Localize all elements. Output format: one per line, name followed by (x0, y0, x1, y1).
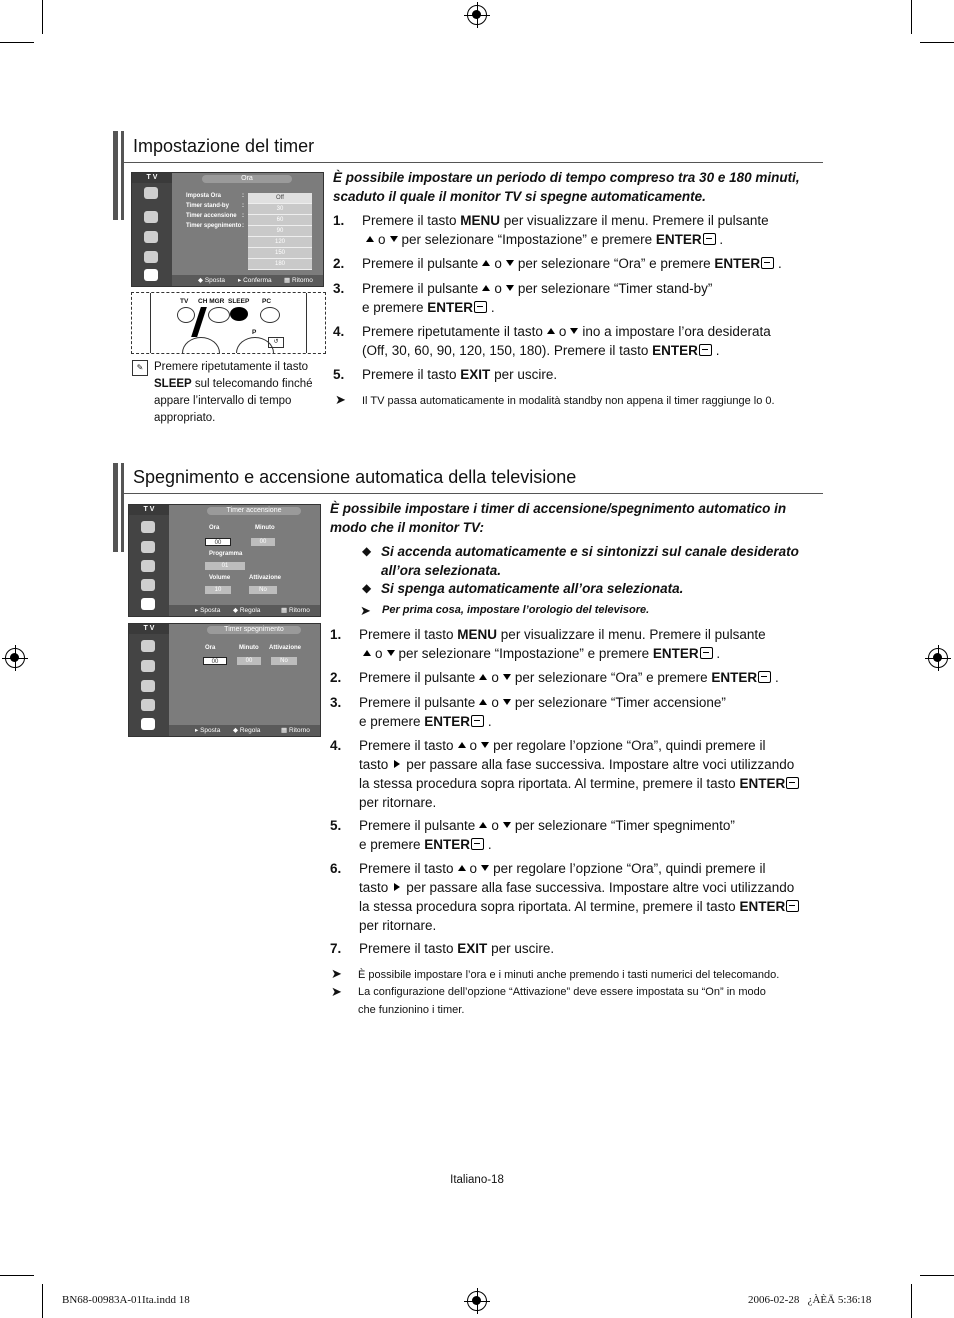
osd-picture-icon (141, 640, 155, 652)
step-item (330, 736, 820, 812)
note-arrow-icon: ➤ (335, 392, 346, 407)
enter-icon (699, 344, 712, 356)
osd-footer-adjust: Regola (239, 607, 261, 614)
osd-channel-icon (144, 231, 158, 243)
step-text: Premere il pulsante (359, 670, 476, 685)
step-number: 1. (333, 213, 345, 228)
step-text: per visualizzare il menu. Premere il pulsante (497, 627, 766, 642)
right-arrow-icon (394, 883, 400, 891)
step-text: o (378, 232, 386, 247)
step-number: 7. (330, 941, 342, 956)
osd-input-icon (144, 251, 158, 263)
osd-footer-move: Sposta (204, 277, 226, 284)
step-item (333, 254, 823, 274)
osd-footer-return: Ritorno (291, 277, 313, 284)
step-text: Premere il tasto (359, 738, 454, 753)
osd-label: Timer spegnimento (186, 223, 242, 229)
side-note-text: sul telecomando finché appare l’intervallo di tempo appropriato. (154, 378, 313, 424)
step-text: la stessa procedura sopra riportata. Al termine, premere il tasto (359, 776, 740, 791)
step-key: ENTER (739, 899, 786, 914)
step-text: o (494, 281, 502, 296)
step-text: . (490, 300, 495, 315)
step-key: EXIT (460, 367, 491, 382)
page-number: Italiano-18 (450, 1174, 504, 1186)
enter-icon (700, 647, 713, 659)
up-arrow-icon (458, 865, 466, 871)
step-text: la stessa procedura sopra riportata. Al termine, premere il tasto (359, 899, 740, 914)
step-number: 4. (330, 738, 342, 753)
crop-mark (911, 0, 912, 34)
remote-prech-icon: ↺ (268, 337, 284, 348)
enter-icon (471, 838, 484, 850)
step-text: . (774, 670, 779, 685)
up-arrow-icon (479, 822, 487, 828)
step-text: per selezionare “Impostazione” e premere (401, 232, 656, 247)
section-bar (121, 131, 124, 220)
step-number: 2. (333, 256, 345, 271)
step-key: ENTER (739, 776, 786, 791)
enter-icon (758, 671, 771, 683)
step-text: Premere il pulsante (362, 256, 479, 271)
osd-tv-label: T V (129, 505, 169, 515)
osd-option: 90 (248, 226, 312, 237)
down-arrow-icon (503, 699, 511, 705)
section-bar (113, 131, 118, 220)
step-text: Premere il pulsante (362, 281, 479, 296)
step-text: per uscire. (487, 941, 555, 956)
step-text: Premere il tasto (359, 941, 458, 956)
step-text: per uscire. (490, 367, 558, 382)
bullet-diamond-icon: ◆ (362, 581, 372, 595)
step-text: per passare alla fase successiva. Impostare altre voci utilizzando (406, 880, 795, 895)
step-item (330, 693, 820, 731)
section-intro: È possibile impostare un periodo di tempo compreso tra 30 e 180 minuti, scaduto il quale il monitor TV si spegne automaticamente. (333, 170, 800, 204)
up-arrow-icon (482, 260, 490, 266)
section-rule (124, 493, 823, 494)
step-item (330, 939, 820, 959)
step-number: 6. (330, 861, 342, 876)
crop-mark (0, 42, 34, 43)
step-text: tasto (359, 757, 389, 772)
step-key: ENTER (714, 256, 761, 271)
osd-setup-icon (141, 718, 155, 730)
step-text: e premere (359, 714, 425, 729)
step-key: ENTER (424, 837, 471, 852)
remote-vol-button (182, 337, 220, 354)
osd-sidebar (132, 173, 172, 286)
down-arrow-icon (506, 285, 514, 291)
up-arrow-icon (366, 236, 374, 242)
osd-screen-timer-on: T V Timer accensione Ora Minuto 00 00 Programma 01 Volume Attivazione 10 No ▸ Sposta ◆ Regola ▦ Ritorno (128, 504, 321, 617)
section-bar (113, 463, 118, 552)
step-text: o (494, 256, 502, 271)
step-number: 5. (333, 367, 345, 382)
osd-option: 120 (248, 237, 312, 248)
down-arrow-icon (481, 742, 489, 748)
osd-activation-field: No (271, 657, 297, 665)
step-key: ENTER (655, 232, 702, 247)
osd-footer-confirm: Conferma (243, 277, 272, 284)
osd-label: Timer accensione (186, 213, 237, 219)
enter-icon (786, 777, 799, 789)
osd-label: Attivazione (249, 575, 282, 581)
step-text: per regolare l’opzione “Ora”, quindi premere il (493, 861, 766, 876)
remote-tv-label: TV (180, 298, 189, 305)
up-arrow-icon (363, 650, 371, 656)
step-text: Premere il tasto (359, 861, 454, 876)
step-text: per selezionare “Ora” e premere (514, 670, 712, 685)
step-text: o (491, 695, 499, 710)
remote-chmgr-label: CH MGR (198, 298, 225, 305)
osd-option: 150 (248, 248, 312, 259)
enter-icon (474, 301, 487, 313)
osd-setup-icon (141, 598, 155, 610)
osd-footer-adjust: Regola (239, 727, 261, 734)
osd-colon: : (242, 203, 244, 209)
step-text: . (487, 837, 492, 852)
osd-picture-icon (141, 521, 155, 533)
osd-tv-label: T V (132, 173, 172, 183)
step-key: MENU (457, 627, 498, 642)
osd-sound-icon (141, 660, 155, 672)
step-text: Premere il tasto (362, 213, 461, 228)
osd-label: Attivazione (269, 645, 302, 651)
down-arrow-icon (506, 260, 514, 266)
step-text: ino a impostare l’ora desiderata (582, 324, 771, 339)
step-text: per selezionare “Timer spegnimento” (514, 818, 735, 833)
osd-colon: : (242, 223, 244, 229)
step-text: per passare alla fase successiva. Impostare altre voci utilizzando (406, 757, 795, 772)
remote-illustration (131, 292, 326, 354)
note-text: Il TV passa automaticamente in modalità standby non appena il timer raggiunge lo 0. (362, 395, 775, 407)
step-text: . (716, 646, 721, 661)
section-rule (124, 162, 823, 163)
note-text: È possibile impostare l’ora e i minuti anche premendo i tasti numerici del telecomando. (358, 969, 780, 981)
step-text: per visualizzare il menu. Premere il pulsante (500, 213, 769, 228)
step-text: . (777, 256, 782, 271)
step-text: . (719, 232, 724, 247)
osd-label: Imposta Ora (186, 193, 222, 199)
step-number: 1. (330, 627, 342, 642)
step-key: EXIT (457, 941, 488, 956)
osd-footer-return: Ritorno (288, 607, 310, 614)
osd-screen-ora (131, 172, 324, 287)
print-footer-file: BN68-00983A-01Ita.indd 18 (62, 1294, 190, 1306)
step-text: per ritornare. (359, 918, 437, 933)
osd-picture-icon (144, 187, 158, 199)
enter-icon (471, 715, 484, 727)
osd-footer-return: Ritorno (288, 727, 310, 734)
bullet-text: Si spenga automaticamente all’ora selezionata. (381, 581, 684, 596)
step-text: e premere (359, 837, 425, 852)
osd-title: Ora (202, 175, 292, 183)
note-icon: ✎ (132, 360, 148, 376)
down-arrow-icon (570, 328, 578, 334)
remote-tv-button (177, 307, 195, 323)
down-arrow-icon (390, 236, 398, 242)
side-note-key: SLEEP (154, 378, 192, 390)
step-item (330, 625, 820, 663)
registration-mark-icon (5, 648, 25, 668)
step-text: Premere il tasto (359, 627, 458, 642)
enter-icon (761, 257, 774, 269)
osd-label: Timer stand-by (186, 203, 229, 209)
note-arrow-icon: ➤ (331, 966, 342, 981)
remote-pc-button (260, 307, 280, 323)
osd-option: 180 (248, 259, 312, 270)
step-key: ENTER (652, 343, 698, 358)
osd-label: Minuto (239, 645, 259, 651)
osd-hour-field: 00 (205, 538, 231, 546)
step-text: Premere il tasto (362, 367, 461, 382)
bullet-diamond-icon: ◆ (362, 544, 372, 558)
registration-mark-icon (467, 1291, 487, 1311)
osd-channel-icon (141, 680, 155, 692)
registration-mark-icon (928, 648, 948, 668)
osd-title: Timer spegnimento (207, 626, 301, 634)
up-arrow-icon (479, 699, 487, 705)
osd-program-field: 01 (205, 562, 245, 570)
remote-chmgr-button (208, 307, 230, 323)
osd-timer-list (248, 193, 312, 270)
osd-activation-field: No (249, 586, 277, 594)
step-item (333, 211, 823, 249)
step-key: ENTER (652, 646, 699, 661)
up-arrow-icon (547, 328, 555, 334)
step-number: 4. (333, 324, 345, 339)
osd-footer-move: Sposta (200, 607, 221, 614)
section-title: Impostazione del timer (133, 136, 315, 156)
up-arrow-icon (458, 742, 466, 748)
down-arrow-icon (503, 822, 511, 828)
step-key: ENTER (424, 714, 471, 729)
crop-mark (920, 42, 954, 43)
right-arrow-icon (394, 760, 400, 768)
crop-mark (0, 1275, 34, 1276)
osd-input-icon (141, 579, 155, 591)
step-item (330, 859, 820, 935)
step-text: Premere il pulsante (359, 818, 476, 833)
crop-mark (920, 1275, 954, 1276)
osd-colon: : (242, 213, 244, 219)
registration-mark-icon (467, 5, 487, 25)
note-text: La configurazione dell’opzione “Attivazione” deve essere impostata su “On” in modo (358, 986, 766, 998)
osd-sound-icon (141, 541, 155, 553)
osd-footer: ◆ Sposta ▸ Conferma ▦ Ritorno (172, 275, 323, 286)
step-key: MENU (460, 213, 501, 228)
osd-label: Ora (205, 645, 216, 651)
step-text: o (491, 670, 499, 685)
step-text: e premere (362, 300, 428, 315)
step-text: o (469, 861, 478, 876)
remote-pc-label: PC (262, 298, 272, 305)
osd-minute-field: 00 (237, 657, 261, 665)
down-arrow-icon (503, 674, 511, 680)
osd-sound-icon (144, 211, 158, 223)
note-arrow-icon: ➤ (331, 984, 342, 999)
osd-volume-field: 10 (205, 586, 231, 594)
down-arrow-icon (481, 865, 489, 871)
step-number: 2. (330, 670, 342, 685)
step-number: 5. (330, 818, 342, 833)
step-text: per selezionare “Timer stand-by” (517, 281, 713, 296)
side-note (154, 359, 326, 427)
step-text: per selezionare “Impostazione” e premere (398, 646, 653, 661)
step-number: 3. (333, 281, 345, 296)
step-item (330, 816, 820, 854)
note-text: che funzionino i timer. (358, 1004, 465, 1016)
step-text: o (469, 738, 478, 753)
print-footer-date: 2006-02-28 ¿ÀÈÄ 5:36:18 (748, 1294, 872, 1306)
note-arrow-icon: ➤ (360, 603, 371, 618)
osd-option: Off (248, 193, 312, 204)
step-text: o (491, 818, 499, 833)
up-arrow-icon (482, 285, 490, 291)
osd-label: Minuto (255, 525, 275, 531)
osd-label: Volume (209, 575, 231, 581)
crop-mark (42, 1284, 43, 1318)
step-key: ENTER (711, 670, 758, 685)
step-text: per selezionare “Timer accensione” (514, 695, 726, 710)
osd-label: Ora (209, 525, 220, 531)
step-number: 3. (330, 695, 342, 710)
step-text: Premere il pulsante (359, 695, 476, 710)
step-key: ENTER (427, 300, 474, 315)
down-arrow-icon (387, 650, 395, 656)
section-bar (121, 463, 124, 552)
osd-input-icon (141, 699, 155, 711)
step-text: o (558, 324, 567, 339)
osd-minute-field: 00 (251, 538, 275, 546)
osd-setup-icon (144, 269, 158, 281)
step-text: . (715, 343, 720, 358)
step-text: Premere ripetutamente il tasto (362, 324, 543, 339)
osd-option: 30 (248, 204, 312, 215)
step-text: o (375, 646, 383, 661)
crop-mark (42, 0, 43, 34)
enter-icon (786, 900, 799, 912)
step-text: tasto (359, 880, 389, 895)
osd-title: Timer accensione (207, 507, 301, 515)
bullet-text: Si accenda automaticamente e si sintonizzi sul canale desiderato all’ora selezionata. (381, 544, 799, 578)
remote-sleep-button (230, 307, 248, 321)
osd-channel-icon (141, 560, 155, 572)
pre-note: Per prima cosa, impostare l’orologio del televisore. (382, 604, 650, 616)
crop-mark (911, 1284, 912, 1318)
step-text: . (487, 714, 492, 729)
step-item (333, 279, 823, 317)
section-title: Spegnimento e accensione automatica della televisione (133, 467, 577, 487)
up-arrow-icon (479, 674, 487, 680)
osd-footer-move: Sposta (200, 727, 221, 734)
step-item (333, 322, 823, 360)
step-text: per selezionare “Ora” e premere (517, 256, 715, 271)
osd-screen-timer-off: T V Timer spegnimento Ora Minuto Attivazione 00 00 No ▸ Sposta ◆ Regola ▦ Ritorno (128, 623, 321, 737)
remote-p-label: P (252, 329, 257, 336)
osd-tv-label: T V (129, 624, 169, 634)
osd-colon: : (242, 193, 244, 199)
step-text: per regolare l’opzione “Ora”, quindi premere il (493, 738, 766, 753)
side-note-text: Premere ripetutamente il tasto (154, 361, 309, 373)
osd-option: 60 (248, 215, 312, 226)
enter-icon (703, 233, 716, 245)
section-intro: È possibile impostare i timer di accensione/spegnimento automatico in modo che il monitor TV: (330, 501, 787, 535)
step-text: (Off, 30, 60, 90, 120, 150, 180). Premere il tasto (362, 343, 653, 358)
osd-label: Programma (209, 551, 243, 557)
osd-hour-field: 00 (203, 657, 227, 665)
step-item (333, 365, 823, 385)
step-text: per ritornare. (359, 795, 437, 810)
remote-sleep-label: SLEEP (228, 298, 250, 305)
step-item (330, 668, 820, 688)
